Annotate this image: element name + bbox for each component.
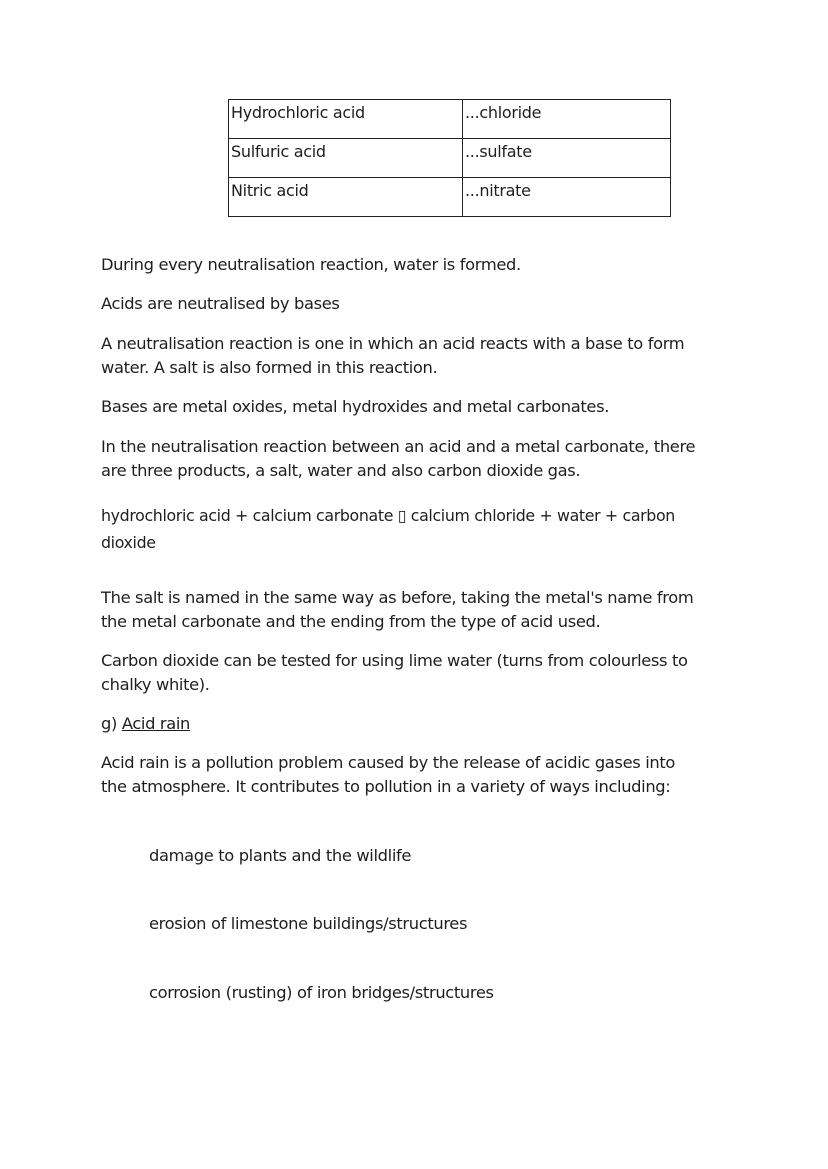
paragraph-neutralisation-definition: A neutralisation reaction is one in which an acid reacts with a base to form water. A salt is also formed in this reaction. (101, 334, 685, 377)
salt-ending-cell: ...sulfate (463, 139, 671, 178)
salt-ending-cell: ...nitrate (463, 178, 671, 217)
acid-name-cell: Sulfuric acid (229, 139, 463, 178)
section-title: Acid rain (121, 714, 191, 733)
paragraph-bases: Acids are neutralised by bases (101, 294, 340, 313)
word-equation: hydrochloric acid + calcium carbonate ▯ calcium chloride + water + carbon dioxide (101, 506, 675, 552)
acid-salt-table (228, 99, 671, 217)
list-item: damage to plants and the wildlife (149, 846, 412, 865)
salt-ending-cell: ...chloride (463, 100, 671, 139)
paragraph-limewater-test: Carbon dioxide can be tested for using lime water (turns from colourless to chalky white). (101, 651, 688, 694)
list-item: corrosion (rusting) of iron bridges/structures (149, 983, 494, 1002)
list-item: erosion of limestone buildings/structures (149, 914, 468, 933)
table-row (229, 139, 671, 178)
paragraph-bases-types: Bases are metal oxides, metal hydroxides and metal carbonates. (101, 397, 610, 416)
section-heading (101, 712, 721, 736)
acid-name-cell: Nitric acid (229, 178, 463, 217)
paragraph-water-formed: During every neutralisation reaction, water is formed. (101, 255, 521, 274)
table-row (229, 178, 671, 217)
table-row (229, 100, 671, 139)
paragraph-salt-naming: The salt is named in the same way as before, taking the metal's name from the metal carbonate and the ending from the type of acid used. (101, 588, 694, 631)
section-prefix: g) (101, 714, 117, 733)
paragraph-carbonate-products: In the neutralisation reaction between an acid and a metal carbonate, there are three products, a salt, water and also carbon dioxide gas. (101, 437, 696, 480)
paragraph-acid-rain-intro: Acid rain is a pollution problem caused by the release of acidic gases into the atmosphere. It contributes to pollution in a variety of ways including: (101, 753, 675, 796)
acid-name-cell: Hydrochloric acid (229, 100, 463, 139)
